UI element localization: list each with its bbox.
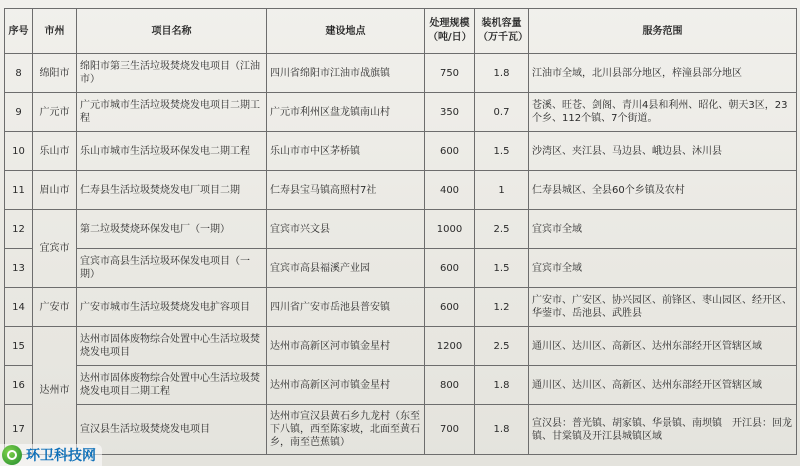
table-row <box>5 405 797 455</box>
cell-location: 广元市利州区盘龙镇南山村 <box>267 93 425 132</box>
cell-power: 0.7 <box>475 93 529 132</box>
cell-capacity: 700 <box>425 405 475 455</box>
cell-location: 达州市高新区河市镇金星村 <box>267 366 425 405</box>
cell-city: 广元市 <box>33 93 77 132</box>
cell-name: 达州市固体废物综合处置中心生活垃圾焚烧发电项目二期工程 <box>77 366 267 405</box>
cell-scope: 沙湾区、夹江县、马边县、峨边县、沐川县 <box>529 132 797 171</box>
table-row <box>5 366 797 405</box>
cell-scope: 广安市、广安区、协兴园区、前锋区、枣山园区、经开区、华蓥市、岳池县、武胜县 <box>529 288 797 327</box>
cell-name: 乐山市城市生活垃圾环保发电二期工程 <box>77 132 267 171</box>
table-row <box>5 132 797 171</box>
cell-location: 达州市高新区河市镇金星村 <box>267 327 425 366</box>
table-row <box>5 327 797 366</box>
globe-logo-icon <box>2 445 22 465</box>
cell-capacity: 600 <box>425 249 475 288</box>
cell-power: 1.8 <box>475 54 529 93</box>
header-capacity: 处理规模 （吨/日） <box>425 9 475 54</box>
cell-name: 广元市城市生活垃圾焚烧发电项目二期工程 <box>77 93 267 132</box>
cell-city: 眉山市 <box>33 171 77 210</box>
cell-name: 绵阳市第三生活垃圾焚烧发电项目（江油市） <box>77 54 267 93</box>
cell-location: 四川省广安市岳池县普安镇 <box>267 288 425 327</box>
project-table <box>4 8 797 455</box>
cell-location: 达州市宣汉县黄石乡九龙村（东至下八镇，西至陈家坡，北面至黄石乡，南至芭蕉镇） <box>267 405 425 455</box>
cell-name: 仁寿县生活垃圾焚烧发电厂项目二期 <box>77 171 267 210</box>
cell-no: 8 <box>5 54 33 93</box>
cell-power: 1.2 <box>475 288 529 327</box>
cell-scope: 宣汉县：普光镇、胡家镇、华景镇、南坝镇 开江县：回龙镇、甘棠镇及开江县城镇区域 <box>529 405 797 455</box>
cell-location: 四川省绵阳市江油市战旗镇 <box>267 54 425 93</box>
cell-capacity: 350 <box>425 93 475 132</box>
cell-location: 宜宾市高县福溪产业园 <box>267 249 425 288</box>
table-row <box>5 54 797 93</box>
cell-scope: 仁寿县城区、全县60个乡镇及农村 <box>529 171 797 210</box>
cell-name: 广安市城市生活垃圾焚烧发电扩容项目 <box>77 288 267 327</box>
cell-name: 达州市固体废物综合处置中心生活垃圾焚烧发电项目 <box>77 327 267 366</box>
cell-capacity: 1000 <box>425 210 475 249</box>
cell-power: 2.5 <box>475 327 529 366</box>
cell-name: 第二垃圾焚烧环保发电厂（一期） <box>77 210 267 249</box>
header-power: 装机容量 （万千瓦） <box>475 9 529 54</box>
cell-no: 17 <box>5 405 33 455</box>
cell-power: 1.5 <box>475 249 529 288</box>
table-row <box>5 93 797 132</box>
header-scope: 服务范围 <box>529 9 797 54</box>
cell-scope: 宜宾市全域 <box>529 249 797 288</box>
table-row <box>5 249 797 288</box>
cell-no: 11 <box>5 171 33 210</box>
cell-power: 1.8 <box>475 366 529 405</box>
cell-scope: 通川区、达川区、高新区、达州东部经开区管辖区域 <box>529 366 797 405</box>
cell-location: 宜宾市兴文县 <box>267 210 425 249</box>
header-location: 建设地点 <box>267 9 425 54</box>
cell-scope: 宜宾市全域 <box>529 210 797 249</box>
cell-power: 1.8 <box>475 405 529 455</box>
cell-no: 15 <box>5 327 33 366</box>
table-row <box>5 288 797 327</box>
cell-no: 16 <box>5 366 33 405</box>
cell-power: 1.5 <box>475 132 529 171</box>
cell-city: 乐山市 <box>33 132 77 171</box>
cell-power: 2.5 <box>475 210 529 249</box>
cell-power: 1 <box>475 171 529 210</box>
header-no: 序号 <box>5 9 33 54</box>
cell-no: 13 <box>5 249 33 288</box>
table-header-row <box>5 9 797 54</box>
cell-name: 宜宾市高县生活垃圾环保发电项目（一期） <box>77 249 267 288</box>
cell-name: 宣汉县生活垃圾焚烧发电项目 <box>77 405 267 455</box>
header-city: 市州 <box>33 9 77 54</box>
cell-capacity: 400 <box>425 171 475 210</box>
header-name: 项目名称 <box>77 9 267 54</box>
cell-no: 12 <box>5 210 33 249</box>
cell-no: 14 <box>5 288 33 327</box>
cell-capacity: 600 <box>425 132 475 171</box>
cell-capacity: 750 <box>425 54 475 93</box>
cell-no: 10 <box>5 132 33 171</box>
watermark-text: 环卫科技网 <box>26 448 96 464</box>
cell-location: 仁寿县宝马镇高照村7社 <box>267 171 425 210</box>
cell-city-merged: 达州市 <box>33 327 77 455</box>
cell-scope: 苍溪、旺苍、剑阁、青川4县和利州、昭化、朝天3区，23个乡、112个镇、7个街道。 <box>529 93 797 132</box>
cell-location: 乐山市市中区茅桥镇 <box>267 132 425 171</box>
cell-scope: 通川区、达川区、高新区、达州东部经开区管辖区域 <box>529 327 797 366</box>
site-watermark <box>0 444 102 466</box>
cell-capacity: 600 <box>425 288 475 327</box>
cell-capacity: 1200 <box>425 327 475 366</box>
table-row <box>5 210 797 249</box>
cell-scope: 江油市全域，北川县部分地区，梓潼县部分地区 <box>529 54 797 93</box>
cell-capacity: 800 <box>425 366 475 405</box>
table-row <box>5 171 797 210</box>
cell-city-merged: 宜宾市 <box>33 210 77 288</box>
cell-city: 绵阳市 <box>33 54 77 93</box>
cell-no: 9 <box>5 93 33 132</box>
cell-city: 广安市 <box>33 288 77 327</box>
